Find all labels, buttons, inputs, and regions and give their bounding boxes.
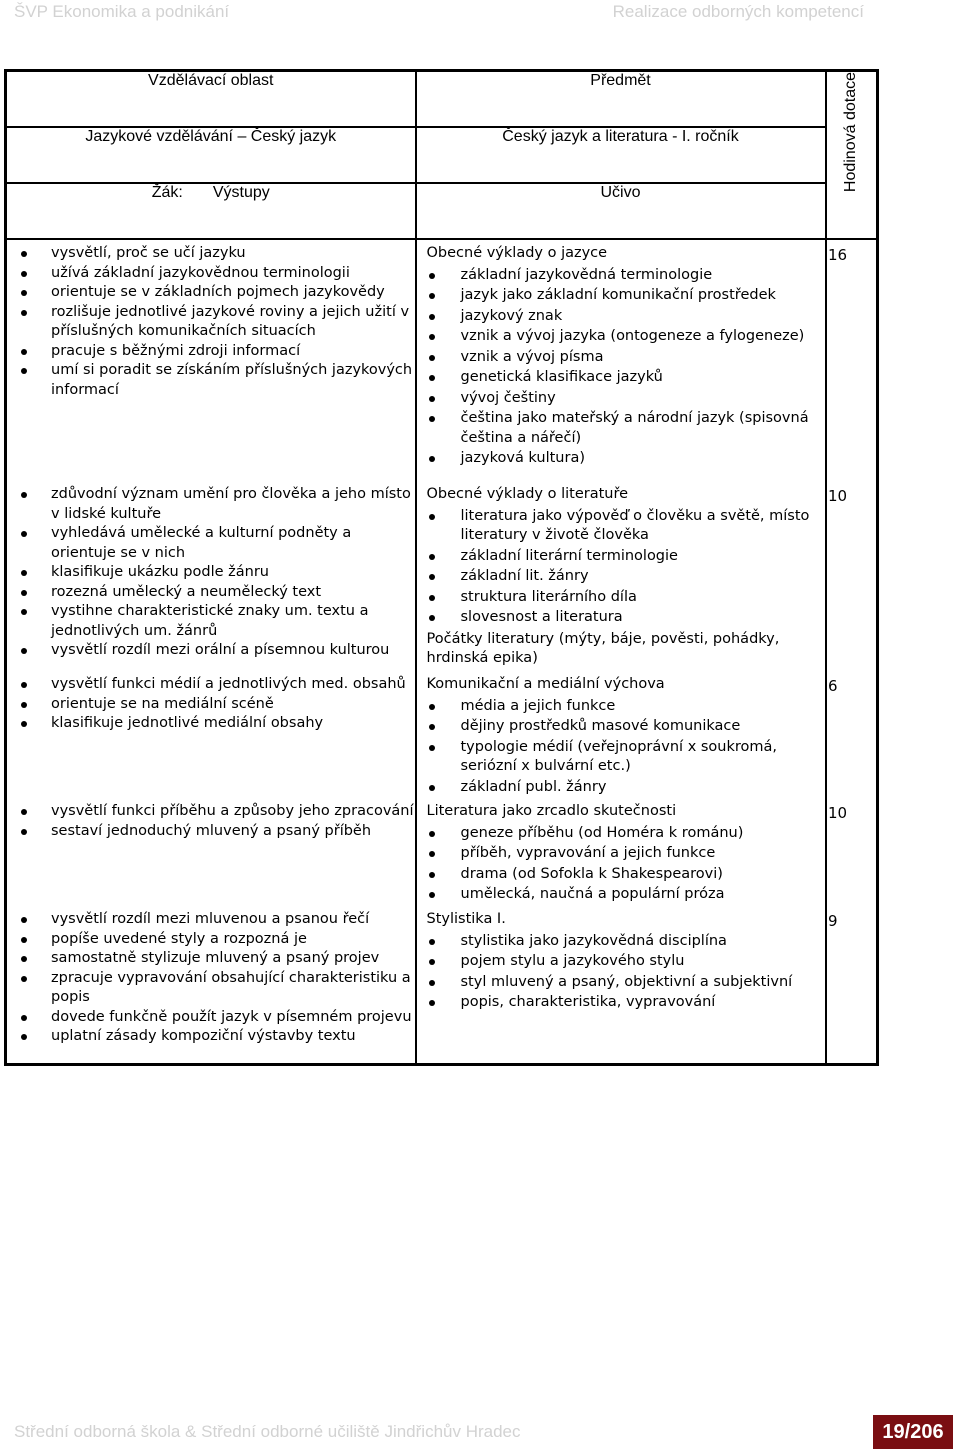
ucivo-item: umělecká, naučná a populární próza [427,885,819,905]
header-predmet-label: Předmět [416,71,826,128]
output-item: vysvětlí, proč se učí jazyku [7,244,415,264]
ucivo-list [427,932,819,1013]
ucivo-title: Obecné výklady o literatuře [426,486,629,502]
output-item: uplatní zásady kompoziční výstavby textu [7,1027,415,1047]
output-item: sestaví jednoduchý mluvený a psaný příběh [7,822,415,842]
hours-cell [826,906,878,1064]
section-row [6,239,878,481]
output-item: vysvětlí rozdíl mezi mluvenou a psanou řečí [7,910,415,930]
outputs-list [7,798,415,841]
ucivo-item: geneze příběhu (od Homéra k románu) [427,824,819,844]
ucivo-cell [416,671,826,798]
ucivo-title: Komunikační a mediální výchova [426,676,665,692]
ucivo-item: základní jazykovědná terminologie [427,266,819,286]
ucivo-item: základní lit. žánry [427,567,819,587]
ucivo-title: Obecné výklady o jazyce [426,245,608,261]
hours-cell [826,798,878,906]
ucivo-title: Stylistika I. [426,911,506,927]
ucivo-item: jazyková kultura) [427,449,819,469]
ucivo-item: typologie médií (veřejnoprávní x soukromá, seriózní x bulvární etc.) [427,738,819,777]
hours-value: 9 [828,912,838,930]
ucivo-item: jazykový znak [427,307,819,327]
hours-cell [826,481,878,671]
output-item: orientuje se v základních pojmech jazykovědy [7,283,415,303]
ucivo-item: pojem stylu a jazykového stylu [427,952,819,972]
output-item: dovede funkčně použít jazyk v písemném projevu [7,1008,415,1028]
header-oblast-value: Jazykové vzdělávání – Český jazyk [6,127,416,183]
output-item: užívá základní jazykovědnou terminologii [7,264,415,284]
ucivo-list [427,824,819,905]
section-row [6,798,878,906]
ucivo-item: genetická klasifikace jazyků [427,368,819,388]
header-hours-cell [826,71,878,240]
header-left-text: ŠVP Ekonomika a podnikání [14,2,230,21]
ucivo-item: stylistika jako jazykovědná disciplína [427,932,819,952]
hours-cell [826,671,878,798]
ucivo-item: vývoj češtiny [427,389,819,409]
output-item: rozlišuje jednotlivé jazykové roviny a jejich užití v příslušných komunikačních situacích [7,303,415,342]
ucivo-item: styl mluvený a psaný, objektivní a subjektivní [427,973,819,993]
ucivo-item: čeština jako mateřský a národní jazyk (spisovná čeština a nářečí) [427,409,819,448]
output-item: umí si poradit se získáním příslušných jazykových informací [7,361,415,400]
ucivo-item: jazyk jako základní komunikační prostředek [427,286,819,306]
ucivo-cell [416,798,826,906]
ucivo-list [427,266,819,469]
hours-value: 10 [828,804,848,822]
output-item: vyhledává umělecké a kulturní podněty a orientuje se v nich [7,524,415,563]
ucivo-item: slovesnost a literatura [427,608,819,628]
output-item: zdůvodní význam umění pro člověka a jeho místo v lidské kultuře [7,485,415,524]
outputs-cell [6,671,416,798]
ucivo-title: Literatura jako zrcadlo skutečnosti [426,803,677,819]
outputs-cell [6,798,416,906]
ucivo-item: základní publ. žánry [427,778,819,798]
header-ucivo-label: Učivo [416,183,826,239]
output-item: vysvětlí rozdíl mezi orální a písemnou kulturou [7,641,415,661]
header-hours-label: Hodinová dotace [842,72,860,193]
output-item: pracuje s běžnými zdroji informací [7,342,415,362]
ucivo-cell [416,906,826,1064]
page-number-badge: 19/206 [873,1415,953,1449]
outputs-list [7,671,415,734]
section-row [6,481,878,671]
output-item: popíše uvedené styly a rozpozná je [7,930,415,950]
output-item: orientuje se na mediální scéně [7,695,415,715]
outputs-cell [6,481,416,671]
header-predmet-value: Český jazyk a literatura - I. ročník [416,127,826,183]
ucivo-item: základní literární terminologie [427,547,819,567]
outputs-list [7,481,415,661]
output-item: klasifikuje jednotlivé mediální obsahy [7,714,415,734]
ucivo-cell [416,239,826,481]
outputs-list [7,906,415,1047]
ucivo-note: Počátky literatury (mýty, báje, pověsti, pohádky, hrdinská epika) [426,630,780,666]
section-row [6,671,878,798]
output-item: klasifikuje ukázku podle žánru [7,563,415,583]
header-oblast-label: Vzdělávací oblast [6,71,416,128]
outputs-list [7,240,415,400]
curriculum-table [4,69,879,1066]
header-vystupy-label: Výstupy [212,184,270,201]
section-row [6,906,878,1064]
output-item: zpracuje vypravování obsahující charakteristiku a popis [7,969,415,1008]
ucivo-item: literatura jako výpověď o člověku a světě, místo literatury v životě člověka [427,507,819,546]
ucivo-item: vznik a vývoj písma [427,348,819,368]
output-item: samostatně stylizuje mluvený a psaný projev [7,949,415,969]
page-footer [0,1412,960,1452]
hours-value: 6 [828,677,838,695]
ucivo-item: dějiny prostředků masové komunikace [427,717,819,737]
hours-value: 16 [828,246,848,264]
ucivo-list [427,697,819,798]
ucivo-cell [416,481,826,671]
header-right-text: Realizace odborných kompetencí [612,2,864,21]
header-vystupy [6,183,416,239]
footer-school-text: Střední odborná škola & Střední odborné učiliště Jindřichův Hradec [14,1422,521,1441]
hours-value: 10 [828,487,848,505]
output-item: rozezná umělecký a neumělecký text [7,583,415,603]
output-item: vysvětlí funkci médií a jednotlivých med. obsahů [7,675,415,695]
ucivo-item: struktura literárního díla [427,588,819,608]
ucivo-item: drama (od Sofokla k Shakespearovi) [427,865,819,885]
outputs-cell [6,239,416,481]
ucivo-item: popis, charakteristika, vypravování [427,993,819,1013]
ucivo-item: média a jejich funkce [427,697,819,717]
ucivo-list [427,507,819,628]
output-item: vysvětlí funkci příběhu a způsoby jeho zpracování [7,802,415,822]
ucivo-item: příběh, vypravování a jejich funkce [427,844,819,864]
output-item: vystihne charakteristické znaky um. textu a jednotlivých um. žánrů [7,602,415,641]
outputs-cell [6,906,416,1064]
page-header [0,0,960,30]
ucivo-item: vznik a vývoj jazyka (ontogeneze a fylogeneze) [427,327,819,347]
header-zak-label: Žák: [151,184,183,201]
hours-cell [826,239,878,481]
